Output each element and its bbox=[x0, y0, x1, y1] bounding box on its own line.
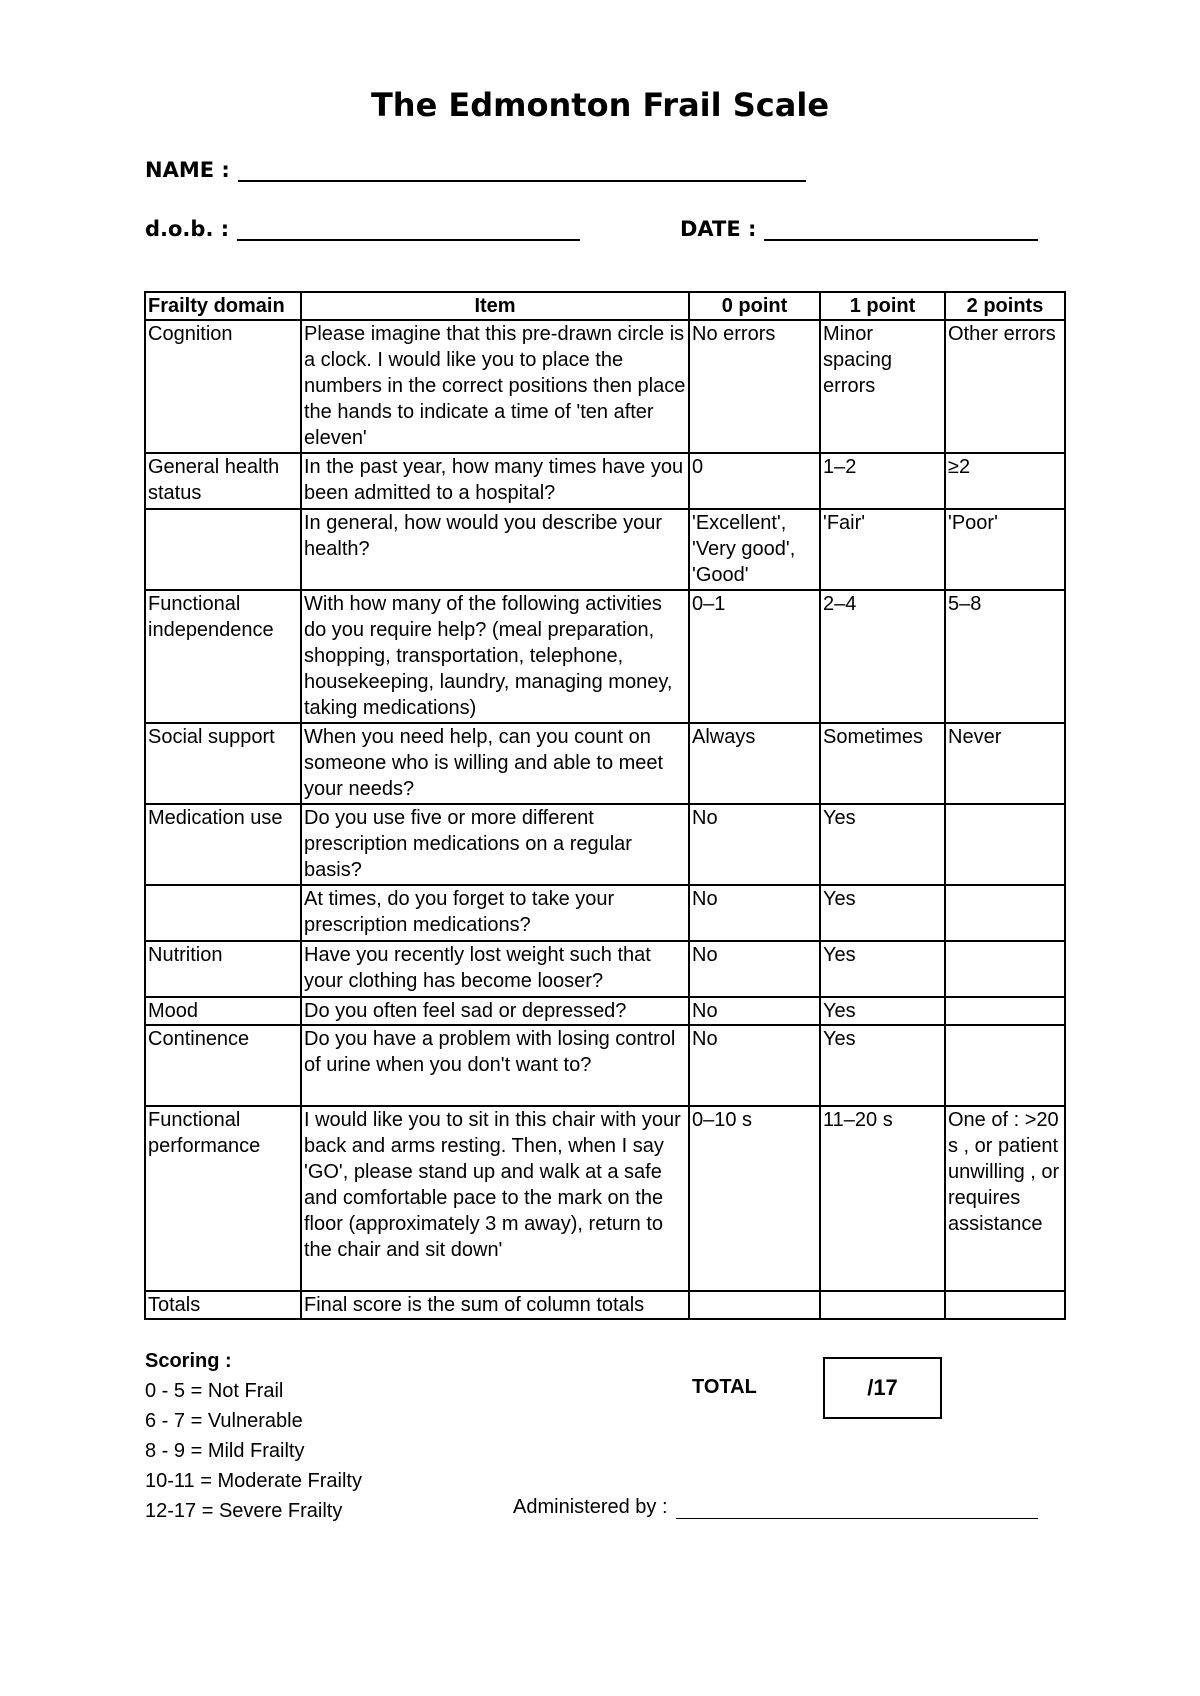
point-0-cell[interactable]: No bbox=[689, 885, 820, 941]
point-2-cell[interactable]: 5–8 bbox=[945, 590, 1065, 723]
table-row bbox=[145, 1106, 1065, 1291]
scoring-legend bbox=[145, 1346, 362, 1526]
total-label: TOTAL bbox=[692, 1376, 757, 1398]
name-field[interactable] bbox=[238, 160, 806, 182]
point-1-cell[interactable]: Yes bbox=[820, 804, 945, 885]
domain-cell: Continence bbox=[145, 1025, 301, 1106]
item-cell: Do you often feel sad or depressed? bbox=[301, 997, 689, 1025]
total-0-cell[interactable] bbox=[689, 1291, 820, 1319]
table-header-row bbox=[145, 292, 1065, 320]
total-score-value: /17 bbox=[867, 1375, 898, 1400]
domain-cell: Medication use bbox=[145, 804, 301, 885]
table-row bbox=[145, 1025, 1065, 1106]
item-cell: In general, how would you describe your health? bbox=[301, 509, 689, 590]
item-cell: At times, do you forget to take your prescription medications? bbox=[301, 885, 689, 941]
name-field-row bbox=[145, 158, 806, 182]
item-cell: Do you use five or more different prescription medications on a regular basis? bbox=[301, 804, 689, 885]
item-cell: I would like you to sit in this chair with your back and arms resting. Then, when I say 'GO', please stand up and walk at a safe and comfortable pace to the mark on the floor (approximately 3 m away), return to the chair and sit down' bbox=[301, 1106, 689, 1291]
table-row bbox=[145, 885, 1065, 941]
table-row bbox=[145, 453, 1065, 509]
point-0-cell[interactable]: Always bbox=[689, 723, 820, 804]
dob-field-row bbox=[145, 217, 580, 241]
point-2-cell[interactable]: One of : >20 s , or patient unwilling , or requires assistance bbox=[945, 1106, 1065, 1291]
domain-cell: Social support bbox=[145, 723, 301, 804]
point-0-cell[interactable]: 0–1 bbox=[689, 590, 820, 723]
item-cell: When you need help, can you count on someone who is willing and able to meet your needs? bbox=[301, 723, 689, 804]
administered-by-label: Administered by : bbox=[513, 1496, 668, 1518]
domain-cell: Nutrition bbox=[145, 941, 301, 997]
point-0-cell[interactable]: No bbox=[689, 941, 820, 997]
point-0-cell[interactable]: 0–10 s bbox=[689, 1106, 820, 1291]
point-1-cell[interactable]: Sometimes bbox=[820, 723, 945, 804]
scoring-line: 12-17 = Severe Frailty bbox=[145, 1500, 343, 1522]
table-row bbox=[145, 590, 1065, 723]
scoring-line: 8 - 9 = Mild Frailty bbox=[145, 1440, 305, 1462]
item-cell: With how many of the following activities do you require help? (meal preparation, shopping, transportation, telephone, housekeeping, laundry, managing money, taking medications) bbox=[301, 590, 689, 723]
point-1-cell[interactable]: Yes bbox=[820, 997, 945, 1025]
point-1-cell[interactable]: 'Fair' bbox=[820, 509, 945, 590]
point-2-cell[interactable] bbox=[945, 941, 1065, 997]
administered-by-field[interactable] bbox=[676, 1496, 1038, 1519]
administered-by-row bbox=[513, 1496, 1038, 1519]
point-0-cell[interactable]: No bbox=[689, 997, 820, 1025]
point-1-cell[interactable]: 2–4 bbox=[820, 590, 945, 723]
date-field-row bbox=[680, 217, 1038, 241]
table-row bbox=[145, 997, 1065, 1025]
point-0-cell[interactable]: No errors bbox=[689, 320, 820, 453]
total-score-box[interactable] bbox=[823, 1357, 942, 1419]
scoring-title: Scoring : bbox=[145, 1350, 232, 1372]
dob-field[interactable] bbox=[237, 219, 580, 241]
item-cell: Have you recently lost weight such that your clothing has become looser? bbox=[301, 941, 689, 997]
point-1-cell[interactable]: Yes bbox=[820, 1025, 945, 1106]
table-row bbox=[145, 509, 1065, 590]
point-2-cell[interactable]: ≥2 bbox=[945, 453, 1065, 509]
table-row bbox=[145, 941, 1065, 997]
item-cell: Final score is the sum of column totals bbox=[301, 1291, 689, 1319]
point-0-cell[interactable]: No bbox=[689, 804, 820, 885]
name-label: NAME : bbox=[145, 158, 230, 182]
totals-row bbox=[145, 1291, 1065, 1319]
header-0-point: 0 point bbox=[689, 292, 820, 320]
point-2-cell[interactable]: Other errors bbox=[945, 320, 1065, 453]
dob-label: d.o.b. : bbox=[145, 217, 230, 241]
point-2-cell[interactable]: 'Poor' bbox=[945, 509, 1065, 590]
point-2-cell[interactable] bbox=[945, 1025, 1065, 1106]
domain-cell: Functional independence bbox=[145, 590, 301, 723]
point-1-cell[interactable]: Yes bbox=[820, 885, 945, 941]
date-label: DATE : bbox=[680, 217, 757, 241]
frail-scale-table bbox=[144, 291, 1066, 1320]
table-row bbox=[145, 723, 1065, 804]
item-cell: Please imagine that this pre-drawn circle is a clock. I would like you to place the numbers in the correct positions then place the hands to indicate a time of 'ten after eleven' bbox=[301, 320, 689, 453]
point-0-cell[interactable]: 'Excellent', 'Very good', 'Good' bbox=[689, 509, 820, 590]
item-cell: In the past year, how many times have you been admitted to a hospital? bbox=[301, 453, 689, 509]
point-1-cell[interactable]: 1–2 bbox=[820, 453, 945, 509]
point-2-cell[interactable] bbox=[945, 997, 1065, 1025]
domain-cell: Totals bbox=[145, 1291, 301, 1319]
date-field[interactable] bbox=[764, 219, 1038, 241]
scoring-line: 6 - 7 = Vulnerable bbox=[145, 1410, 303, 1432]
total-1-cell[interactable] bbox=[820, 1291, 945, 1319]
domain-cell bbox=[145, 509, 301, 590]
domain-cell bbox=[145, 885, 301, 941]
header-item: Item bbox=[301, 292, 689, 320]
scoring-line: 10-11 = Moderate Frailty bbox=[145, 1470, 362, 1492]
table-row bbox=[145, 804, 1065, 885]
point-1-cell[interactable]: 11–20 s bbox=[820, 1106, 945, 1291]
domain-cell: General health status bbox=[145, 453, 301, 509]
point-2-cell[interactable] bbox=[945, 885, 1065, 941]
point-2-cell[interactable] bbox=[945, 804, 1065, 885]
total-2-cell[interactable] bbox=[945, 1291, 1065, 1319]
page-title: The Edmonton Frail Scale bbox=[370, 86, 830, 124]
point-1-cell[interactable]: Yes bbox=[820, 941, 945, 997]
item-cell: Do you have a problem with losing control of urine when you don't want to? bbox=[301, 1025, 689, 1106]
point-0-cell[interactable]: 0 bbox=[689, 453, 820, 509]
point-2-cell[interactable]: Never bbox=[945, 723, 1065, 804]
scoring-line: 0 - 5 = Not Frail bbox=[145, 1380, 284, 1402]
header-frailty-domain: Frailty domain bbox=[145, 292, 301, 320]
point-1-cell[interactable]: Minor spacing errors bbox=[820, 320, 945, 453]
header-1-point: 1 point bbox=[820, 292, 945, 320]
domain-cell: Functional performance bbox=[145, 1106, 301, 1291]
domain-cell: Mood bbox=[145, 997, 301, 1025]
point-0-cell[interactable]: No bbox=[689, 1025, 820, 1106]
domain-cell: Cognition bbox=[145, 320, 301, 453]
header-2-points: 2 points bbox=[945, 292, 1065, 320]
table-row bbox=[145, 320, 1065, 453]
